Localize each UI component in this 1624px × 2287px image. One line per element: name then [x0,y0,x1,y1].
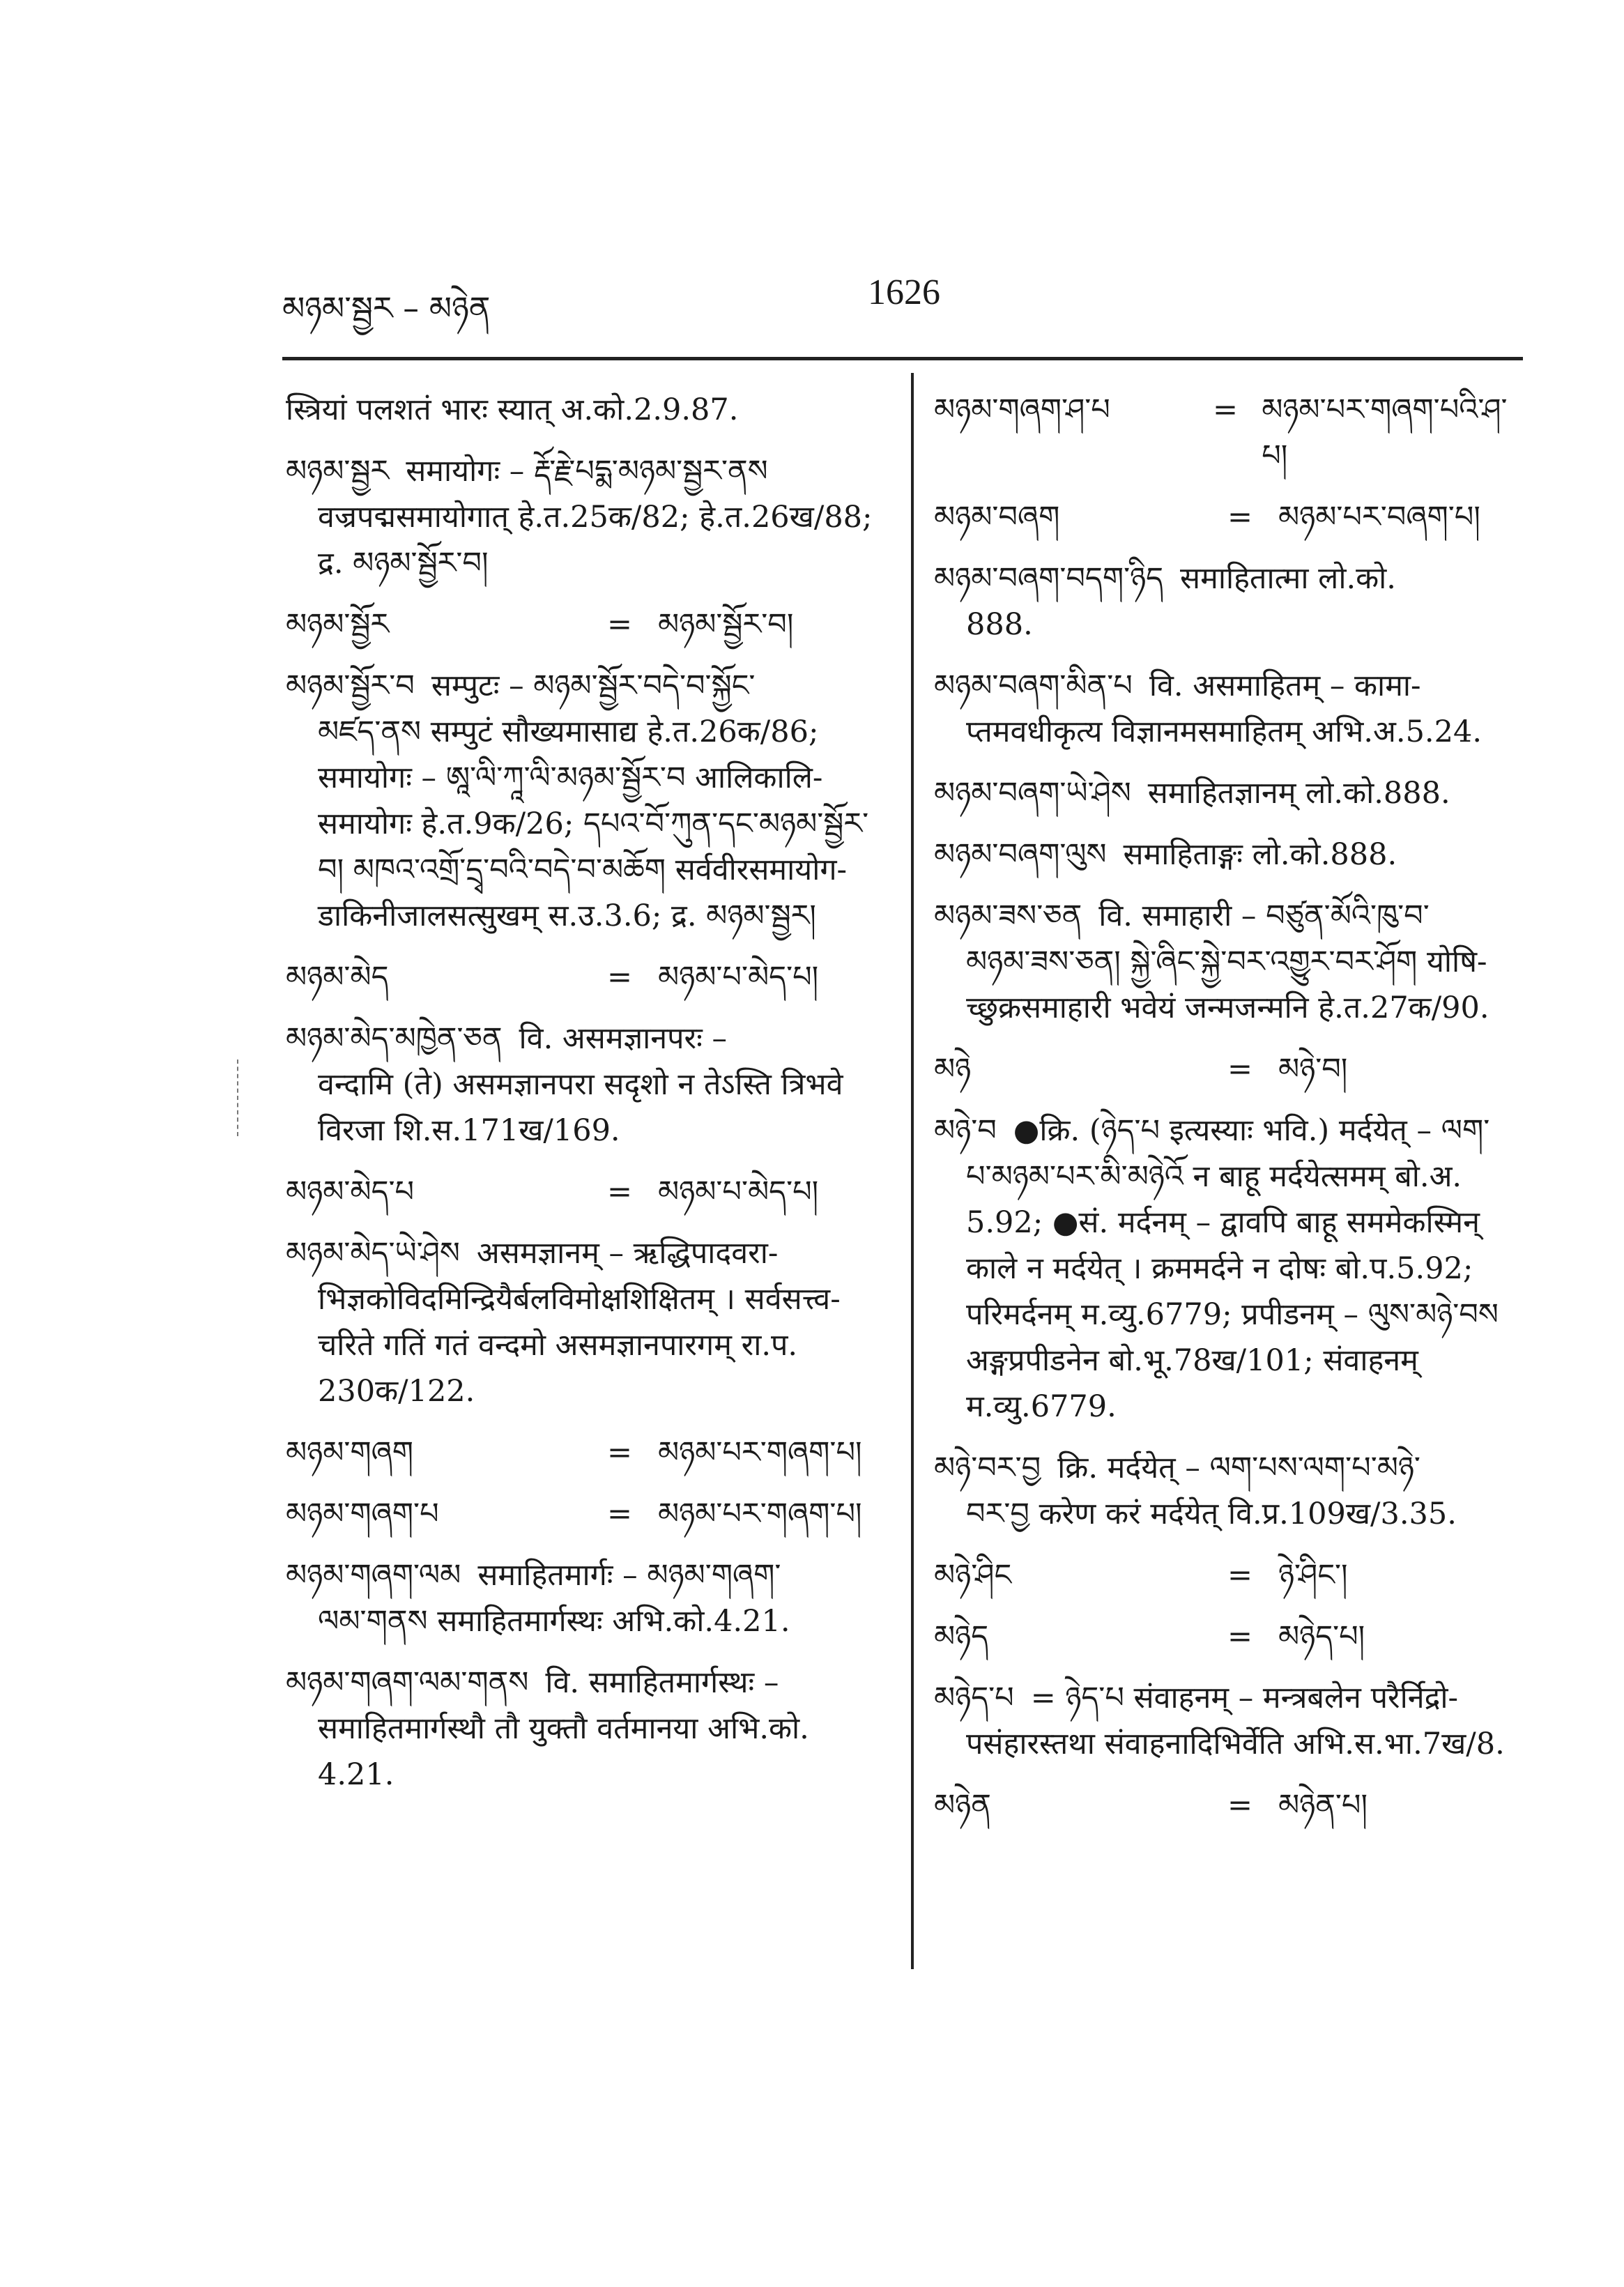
entry-definition: वि. समाहितमार्गस्थः – [545,1665,779,1700]
entry-continuation: 888. [966,607,1033,642]
entry-continuation: པ་མཉམ་པར་མི་མཉེའོ न बाहू मर्दयेत्समम् बो.अ. 5.92; ●सं. मर्दनम् – द्वावपि बाहू सममेकस्मिन् काले न मर्दयेत् । क्रममर्दने न दोषः बो.प.5.92; परिमर्दनम् म.व्यु.6779; प्रपीडनम् – ལུས་མཉེ་བས अङ्गप्रपीडनेन बो.भू.78ख/101; संवाहनम् म.व्यु.6779. [966,1159,1499,1424]
entry-definition: = ཉེད་པ संवाहनम् – मन्त्रबलेन परैर्निद्रो- [1030,1681,1459,1715]
dictionary-entry [934,1675,1519,1767]
equals-sign: = [606,1175,633,1209]
dictionary-entry [286,954,892,1000]
cross-reference: མཉམ་པ་མེད་པ། [658,1175,819,1209]
entry-headword: མཉེ་ཤིང [934,1558,1012,1593]
dictionary-entry [934,832,1519,878]
entry-continuation: समाहितमार्गस्थौ तौ युक्तौ वर्तमानया अभि.को. 4.21. [318,1711,809,1792]
entry-first-line [934,556,1519,602]
entry-first-line [934,832,1519,878]
entry-headword: མཉམ་མེད་མཁྱེན་ཅན [286,1021,503,1056]
entry-headword: མཉེན [934,1788,991,1823]
cross-reference: མཉེ་བ། [1278,1052,1348,1087]
equals-sign: = [1227,1619,1253,1654]
cross-reference: ཉེ་ཤིང་། [1278,1558,1348,1593]
entry-headword: མཉེ་བ [934,1113,997,1148]
entry-headword: མཉམ་བཞག་ལུས [934,837,1107,872]
equals-sign: = [606,960,633,995]
entry-continuation: पसंहारस्तथा संवाहनादिभिर्वेति अभि.स.भा.7ख/8. [966,1727,1505,1761]
cross-reference: མཉམ་པ་མེད་པ། [658,960,819,995]
entry-headword: མཉམ་ཟས་ཅན [934,898,1082,933]
entry-definition: वि. असमाहितम् – कामा- [1149,668,1421,703]
cross-reference: མཉམ་པར་གཞག་པའི་ཤ་པ། [1262,392,1508,473]
dictionary-entry [286,448,892,586]
entry-first-line [286,1230,892,1276]
page-number: 1626 [868,273,940,312]
entry-first-line [286,448,892,494]
entry-first-line [934,1675,1519,1721]
entry-headword: མཉམ་གཞག་ཤ་པ [934,392,1110,427]
entry-definition: समाहितमार्गः – མཉམ་གཞག་ [477,1558,781,1593]
equals-sign: = [606,1497,633,1531]
dictionary-entry [286,1660,892,1798]
entry-continuation: प्तमवधीकृत्य विज्ञानमसमाहितम् अभि.अ.5.24. [966,714,1482,749]
entry-first-line [934,663,1519,709]
entry-headword: མཉམ་མེད་ཡེ་ཤེས [286,1236,460,1271]
equals-sign: = [606,607,633,642]
entry-headword: མཉེད [934,1619,989,1654]
entry-headword: མཉམ་བཞག་མིན་པ [934,668,1133,703]
dictionary-entry [934,770,1519,816]
dictionary-entry [286,1491,892,1537]
entry-headword: མཉེ [934,1052,972,1087]
entry-definition: समाहितज्ञानम् लो.को.888. [1147,776,1450,811]
entry-headword: མཉམ་མེད་པ [286,1175,415,1209]
entry-first-line [286,1552,892,1598]
dictionary-entry [286,1430,892,1476]
equals-sign: = [1227,500,1253,535]
dictionary-entry [934,1108,1519,1430]
dictionary-entry [934,387,1519,479]
entry-headword: མཉམ་སྦྱོར་བ [286,668,415,703]
entry-headword: མཉེ་བར་བྱ [934,1451,1041,1485]
entry-definition: सम्पुटः – མཉམ་སྦྱོར་བདེ་བ་སྐྱོང་ [431,668,756,703]
entry-continuation: མཉམ་ཟས་ཅན། སྐྱེ་ཞིང་སྐྱེ་བར་འགྱུར་བར་ཤོག योषि-च्छुक्रसमाहारी भवेयं जन्मजन्मनि हे.त.27क/90. [966,944,1489,1025]
entry-headword: མཉམ་གཞག་པ [286,1497,439,1531]
entry-definition: असमज्ञानम् – ऋद्धिपादवरा- [476,1236,779,1271]
dictionary-entry [286,602,892,648]
dictionary-entry [286,387,892,433]
entry-continuation: བར་བྱ करेण करं मर्दयेत् वि.प्र.109ख/3.35. [966,1497,1457,1531]
entry-headword: མཉམ་གཞག་ལམ་གནས [286,1665,529,1700]
entry-headword: མཉམ་བཞག [934,500,1060,535]
dictionary-entry [286,1230,892,1414]
entry-headword: མཉམ་གཞག [286,1435,414,1470]
entry-continuation: वन्दामि (ते) असमज्ञानपरा सदृशो न तेऽस्ति त्रिभवे विरजा शि.स.171ख/169. [318,1067,843,1148]
right-column [934,387,1519,1844]
entry-definition: समायोगः – རྡོ་རྗེ་པདྨ་མཉམ་སྦྱར་ནས [406,454,768,489]
entry-first-line [934,770,1519,816]
entry-first-line [286,1016,892,1062]
entry-first-line [286,663,892,709]
cross-reference: མཉམ་པར་གཞག་པ། [658,1497,862,1531]
dictionary-entry [934,1614,1519,1660]
dictionary-entry [934,1552,1519,1598]
entry-first-line [934,1108,1519,1154]
equals-sign: = [1213,392,1239,427]
entry-headword: མཉམ་བཞག་ཡེ་ཤེས [934,776,1131,811]
equals-sign: = [606,1435,633,1470]
entry-first-line [934,893,1519,939]
entry-definition: वि. समाहारी – བཙུན་མོའི་ཁུ་བ་ [1098,898,1430,933]
entry-headword: མཉམ་མེད [286,960,389,995]
dictionary-entry [286,1016,892,1154]
entry-headword: མཉམ་སྦྱོར [286,607,390,642]
entry-headword: མཉེད་པ [934,1681,1014,1715]
entry-continuation: ལམ་གནས समाहितमार्गस्थः अभि.को.4.21. [318,1604,790,1639]
entry-continuation: མཛད་ནས सम्पुटं सौख्यमासाद्य हे.त.26क/86; समायोगः – ཨཱ་ལི་ཀཱ་ལི་མཉམ་སྦྱོར་བ आलिकालि-समायोगः हे.त.9क/26; དཔའ་བོ་ཀུན་དང་མཉམ་སྦྱོར་བ། མཁའ་འགྲོ་དྲྭ་བའི་བདེ་བ་མཆོག सर्ववीरसमायोग-डाकिनीजालसत्सुखम् स.उ.3.6; द्र. མཉམ་སྦྱར། [318,714,869,933]
dictionary-entry [934,663,1519,755]
left-column [286,387,892,1813]
entry-headword: མཉམ་སྦྱར [286,454,390,489]
entry-headword: མཉམ་བཞག་བདག་ཉིད [934,561,1164,596]
dictionary-entry [934,893,1519,1031]
column-divider [911,373,914,1969]
cross-reference: མཉེད་པ། [1278,1619,1365,1654]
running-header: མཉམ་སྦྱར – མཉེན [282,289,491,327]
entry-headword: མཉམ་གཞག་ལམ [286,1558,461,1593]
dictionary-entry [934,556,1519,648]
entry-first-line [286,1660,892,1706]
dictionary-entry [286,1552,892,1644]
entry-definition: क्रि. मर्दयेत् – ལག་པས་ལག་པ་མཉེ་ [1057,1451,1420,1485]
equals-sign: = [1227,1052,1253,1087]
dictionary-entry [934,1782,1519,1828]
entry-definition: ●क्रि. (ཉེད་པ इत्यस्याः भवि.) मर्दयेत् – ལག་ [1013,1113,1490,1148]
entry-first-line [286,387,892,433]
entry-definition: समाहिताङ्गः लो.को.888. [1123,837,1397,872]
entry-definition: वि. असमज्ञानपरः – [519,1021,727,1056]
cross-reference: མཉམ་པར་གཞག་པ། [658,1435,862,1470]
entry-continuation: भिज्ञकोविदमिन्द्रियैर्बलविमोक्षशिक्षितम् । सर्वसत्त्व-चरिते गतिं गतं वन्दमो असमज्ञानपारगम् रा.प. 230क/122. [318,1282,841,1409]
header-rule [282,357,1523,360]
equals-sign: = [1227,1788,1253,1823]
entry-first-line [934,1445,1519,1491]
dictionary-entry [934,1046,1519,1092]
dictionary-entry [934,494,1519,540]
cross-reference: མཉམ་སྦྱོར་བ། [658,607,794,642]
entry-definition: स्त्रियां पलशतं भारः स्यात् अ.को.2.9.87. [286,392,739,427]
entry-definition: समाहितात्मा लो.को. [1180,561,1396,596]
equals-sign: = [1227,1558,1253,1593]
cross-reference: མཉམ་པར་བཞག་པ། [1278,500,1480,535]
cross-reference: མཉེན་པ། [1278,1788,1368,1823]
entry-continuation: वज्रपद्मसमायोगात् हे.त.25क/82; हे.त.26ख/88; द्र. མཉམ་སྦྱོར་བ། [318,500,873,581]
dictionary-entry [286,663,892,939]
dictionary-entry [286,1169,892,1215]
dictionary-entry [934,1445,1519,1537]
margin-marks [237,1060,243,1136]
